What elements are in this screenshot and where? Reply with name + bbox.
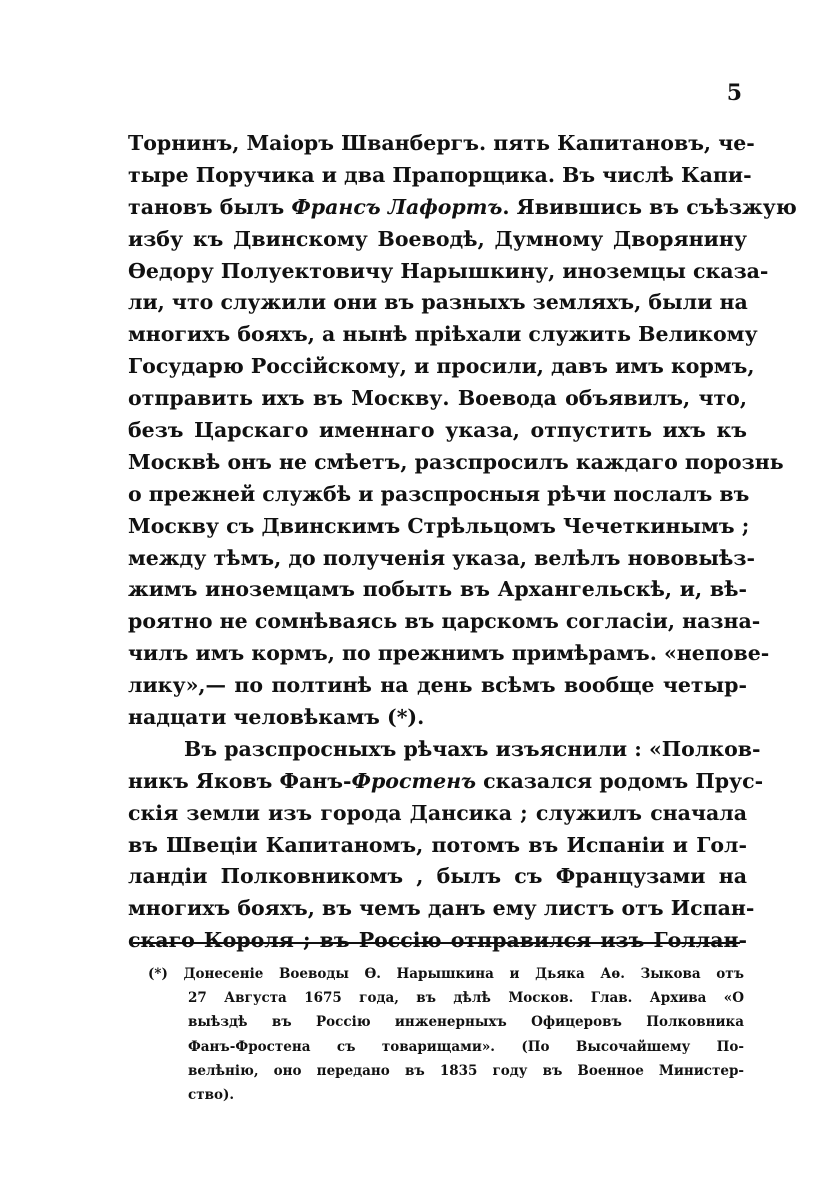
- text-line: Москвѣ онъ не смѣетъ, разспросилъ каждаго порознь: [128, 449, 784, 474]
- text-line: безъ Царскаго именнаго указа, отпустить ихъ къ: [128, 418, 747, 443]
- footnote-line: (*) Донесеніе Воеводы Ѳ. Нарышкина и Дьяка Аѳ. Зыкова отъ: [148, 966, 744, 982]
- text-line: лику»,— по полтинѣ на день всѣмъ вообще четыр-: [128, 673, 747, 698]
- text-line: чилъ имъ кормъ, по прежнимъ примѣрамъ. «непове-: [128, 641, 770, 666]
- text-line: надцати человѣкамъ (*).: [128, 705, 425, 730]
- footnote-line: 27 Августа 1675 года, въ дѣлѣ Москов. Глав. Архива «О: [188, 990, 744, 1007]
- text-line: Ѳедору Полуектовичу Нарышкину, иноземцы сказа-: [128, 258, 769, 283]
- text-line: о прежней службѣ и разспросныя рѣчи послалъ въ: [128, 481, 750, 506]
- footnote-line: выѣздѣ въ Россію инженерныхъ Офицеровъ Полковника: [188, 1014, 744, 1031]
- text-line-paragraph-start: Въ разспросныхъ рѣчахъ изъяснили : «Полков-: [184, 736, 761, 761]
- footnote-line: Фанъ-Фростена съ товарищами». (По Высочайшему По-: [188, 1038, 744, 1055]
- text-line: [128, 192, 797, 224]
- text-line: ландіи Полковникомъ , былъ съ Французами на: [128, 864, 747, 889]
- text-line: избу къ Двинскому Воеводѣ, Думному Дворянину: [128, 226, 747, 251]
- text-line: Торнинъ, Маіоръ Шванбергъ. пять Капитановъ, че-: [128, 131, 755, 155]
- text-line: скаго Короля ; въ Россію отправился изъ Голлан-: [128, 928, 747, 953]
- page-number: 5: [726, 80, 742, 106]
- text-line: роятно не сомнѣваясь въ царскомъ согласіи, назна-: [128, 609, 761, 634]
- text-line: многихъ бояхъ, а нынѣ пріѣхали служить Великому: [128, 322, 758, 347]
- text-line: тыре Поручика и два Прапорщика. Въ числѣ Капи-: [128, 162, 752, 187]
- text-line: Москву съ Двинскимъ Стрѣльцомъ Чечеткинымъ ;: [128, 513, 750, 538]
- text-line: скія земли изъ города Дансика ; служилъ сначала: [128, 800, 747, 825]
- body-text: [128, 128, 797, 957]
- text-line: многихъ бояхъ, въ чемъ данъ ему листъ отъ Испан-: [128, 896, 755, 921]
- italic-name: Франсъ Лафортъ: [291, 194, 503, 219]
- text-line: отправить ихъ въ Москву. Воевода объявилъ, что,: [128, 386, 747, 411]
- footnote: [148, 962, 744, 1107]
- text-run: . Явившись въ съѣзжую: [502, 194, 797, 219]
- italic-name: Фростенъ: [351, 768, 477, 793]
- text-line: ли, что служили они въ разныхъ земляхъ, были на: [128, 290, 748, 315]
- text-line: [128, 766, 764, 798]
- text-run: сказался родомъ Прус-: [476, 768, 764, 793]
- footnote-line: ство).: [188, 1086, 235, 1103]
- text-run: тановъ былъ: [128, 194, 292, 219]
- text-line: между тѣмъ, до полученія указа, велѣлъ нововыѣз-: [128, 545, 755, 570]
- footnote-line: велѣнію, оно передано въ 1835 году въ Военное Министер-: [188, 1062, 744, 1079]
- text-line: въ Швеціи Капитаномъ, потомъ въ Испаніи и Гол-: [128, 832, 747, 857]
- text-line: жимъ иноземцамъ побыть въ Архангельскѣ, и, вѣ-: [128, 577, 747, 602]
- footnote-divider: [133, 942, 740, 944]
- text-run: никъ Яковъ Фанъ-: [128, 768, 352, 793]
- text-line: Государю Россійскому, и просили, давъ имъ кормъ,: [128, 354, 755, 379]
